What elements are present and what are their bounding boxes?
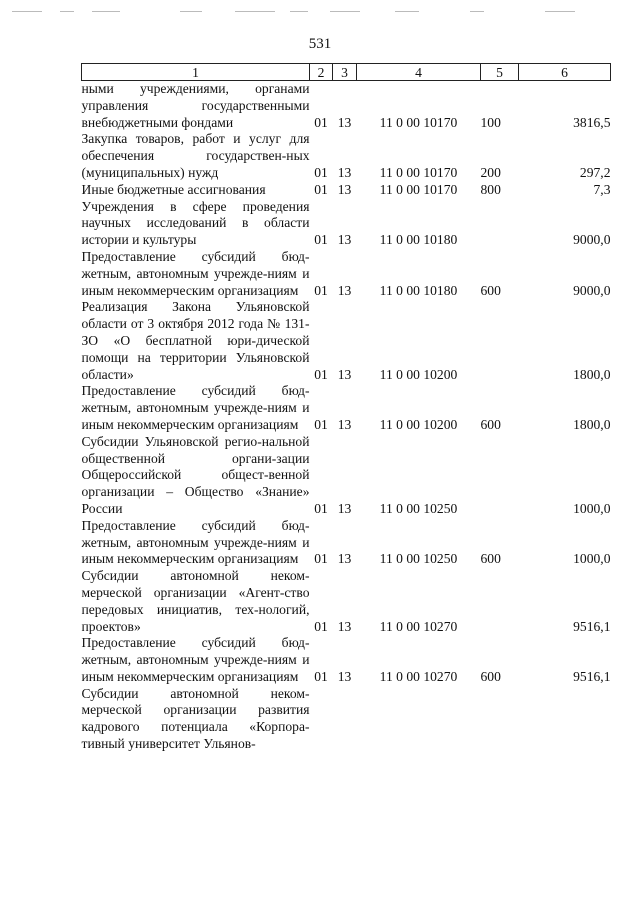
row-subsection: 13	[337, 282, 352, 298]
row-name: Учреждения в сфере проведения научных исследований в области истории и культуры	[81, 198, 310, 248]
table-row	[82, 299, 611, 383]
row-amount: 1800,0	[573, 416, 611, 432]
row-section: 01	[314, 416, 328, 432]
row-name: Предоставление субсидий бюд-жетным, автономным учрежде-ниям и иным некоммерческим организациям	[81, 248, 310, 298]
row-name: Закупка товаров, работ и услуг для обеспечения государствен-ных (муниципальных) нужд	[81, 131, 310, 180]
row-target-article: 11 0 00 10270	[379, 618, 458, 634]
row-target-article: 11 0 00 10180	[379, 282, 458, 298]
row-name: Субсидии автономной неком-мерческой организации развития кадрового потенциала «Корпора-тивный университет Ульянов-	[81, 685, 310, 752]
row-target-article: 11 0 00 10200	[379, 366, 458, 382]
row-name: Предоставление субсидий бюд-жетным, автономным учрежде-ниям и иным некоммерческим организациям	[81, 635, 310, 684]
row-subsection: 13	[337, 668, 352, 684]
table-row	[82, 383, 611, 433]
row-section	[310, 686, 333, 753]
header-col-5: 5	[481, 64, 519, 81]
row-target-article: 11 0 00 10170	[379, 164, 458, 180]
row-expense-type: 800	[480, 181, 501, 197]
row-subsection: 13	[337, 114, 352, 130]
row-amount: 3816,5	[573, 114, 611, 130]
table-row	[82, 686, 611, 753]
row-section: 01	[314, 618, 328, 634]
row-expense-type: 600	[480, 551, 501, 567]
table-row	[82, 81, 611, 132]
row-amount: 297,2	[579, 164, 611, 180]
row-target-article: 11 0 00 10270	[379, 668, 458, 684]
table-row	[82, 249, 611, 299]
header-col-2: 2	[310, 64, 333, 81]
row-section: 01	[314, 114, 328, 130]
row-target-article: 11 0 00 10200	[379, 416, 458, 432]
row-name: Реализация Закона Ульяновской области от 3 октября 2012 года № 131-ЗО «О бесплатной юри-дической помощи на территории Ульяновской области»	[81, 299, 310, 382]
row-subsection: 13	[337, 416, 352, 432]
row-name: Иные бюджетные ассигнования	[81, 181, 266, 197]
row-expense-type: 600	[480, 668, 501, 684]
row-amount: 9000,0	[573, 232, 611, 248]
row-expense-type	[481, 434, 519, 518]
row-name: Субсидии автономной неком-мерческой организации «Агент-ство передовых инициатив, тех-нологий, проектов»	[81, 568, 310, 634]
table-header-row	[82, 64, 611, 81]
row-amount: 7,3	[593, 181, 611, 197]
row-expense-type	[481, 686, 519, 753]
table-row	[82, 434, 611, 518]
row-amount: 9516,1	[573, 618, 611, 634]
budget-table	[81, 63, 611, 753]
row-amount: 9000,0	[573, 282, 611, 298]
header-col-3: 3	[333, 64, 357, 81]
table-row	[82, 131, 611, 181]
row-subsection: 13	[337, 618, 352, 634]
row-subsection: 13	[337, 366, 352, 382]
row-subsection: 13	[337, 500, 352, 516]
row-subsection: 13	[337, 164, 352, 180]
row-expense-type	[481, 199, 519, 249]
row-amount: 1800,0	[573, 366, 611, 382]
row-target-article: 11 0 00 10250	[379, 500, 458, 516]
table-row	[82, 182, 611, 199]
table-row	[82, 199, 611, 249]
row-section: 01	[314, 551, 328, 567]
table-row	[82, 635, 611, 685]
row-name: Субсидии Ульяновской регио-нальной общественной органи-зации Общероссийской общест-венной организации – Общество «Знание» России	[81, 433, 310, 516]
row-target-article: 11 0 00 10170	[379, 114, 458, 130]
row-name: Предоставление субсидий бюд-жетным, автономным учрежде-ниям и иным некоммерческим организациям	[81, 383, 310, 432]
row-subsection: 13	[337, 551, 352, 567]
row-target-article: 11 0 00 10250	[379, 551, 458, 567]
row-target-article: 11 0 00 10180	[379, 232, 458, 248]
scan-artifact-marks	[0, 10, 640, 14]
row-amount: 1000,0	[573, 500, 611, 516]
row-expense-type: 200	[480, 164, 501, 180]
row-amount: 9516,1	[573, 668, 611, 684]
row-amount	[519, 686, 611, 753]
row-expense-type: 100	[480, 114, 501, 130]
row-subsection: 13	[337, 232, 352, 248]
row-target-article: 11 0 00 10170	[379, 181, 458, 197]
row-name: ными учреждениями, органами управления государственными внебюджетными фондами	[81, 81, 310, 130]
table-row	[82, 568, 611, 635]
row-expense-type	[481, 299, 519, 383]
table-row	[82, 518, 611, 568]
row-expense-type: 600	[480, 416, 501, 432]
row-target-article	[357, 686, 481, 753]
row-expense-type	[481, 568, 519, 635]
header-col-4: 4	[357, 64, 481, 81]
row-subsection	[333, 686, 357, 753]
row-section: 01	[314, 500, 328, 516]
row-section: 01	[314, 232, 328, 248]
row-subsection: 13	[337, 181, 352, 197]
row-section: 01	[314, 366, 328, 382]
row-section: 01	[314, 181, 328, 197]
row-amount: 1000,0	[573, 551, 611, 567]
header-col-6: 6	[519, 64, 611, 81]
row-name: Предоставление субсидий бюд-жетным, автономным учрежде-ниям и иным некоммерческим организациям	[81, 517, 310, 567]
row-section: 01	[314, 282, 328, 298]
row-section: 01	[314, 164, 328, 180]
row-section: 01	[314, 668, 328, 684]
page-number: 531	[308, 36, 332, 52]
header-col-1: 1	[82, 64, 310, 81]
row-expense-type: 600	[480, 282, 501, 298]
